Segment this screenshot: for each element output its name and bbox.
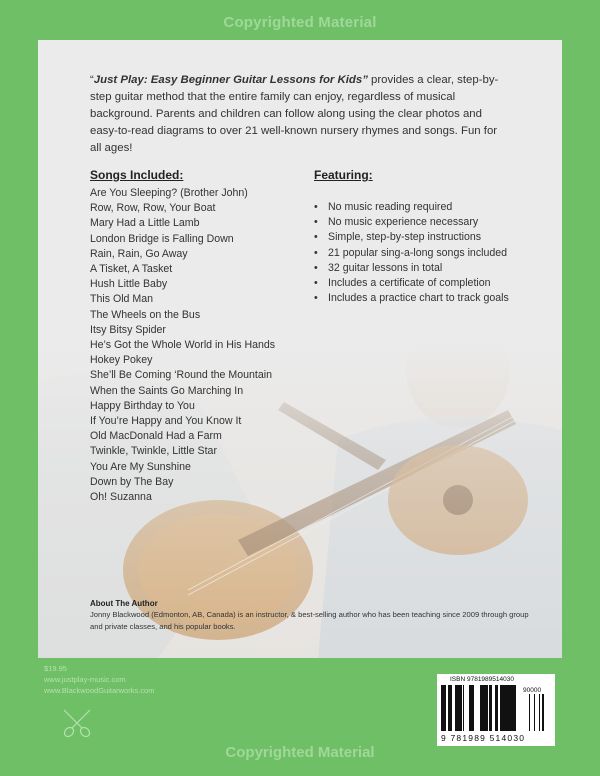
songs-heading: Songs Included:: [90, 168, 184, 182]
feature-item: • Simple, step-by-step instructions: [314, 230, 554, 245]
about-text: Jonny Blackwood (Edmonton, AB, Canada) is an instructor, & best-selling author who has been teaching since 2009 through group and private classes, and his popular books.: [90, 610, 529, 631]
intro-paragraph: “Just Play: Easy Beginner Guitar Lessons for Kids” provides a clear, step-by-step guitar method that the entire family can enjoy, regardless of musical background. Parents and children can follow along using the clear photos and easy-to-read diagrams to over 21 well-known nursery rhymes and songs. Fun for all ages!: [90, 74, 499, 154]
book-title: Just Play: Easy Beginner Guitar Lessons for Kids”: [93, 74, 368, 86]
watermark-top: Copyrighted Material: [223, 14, 377, 31]
website-link-2: www.BlackwoodGuitarworks.com: [44, 686, 155, 695]
song-item: Mary Had a Little Lamb: [90, 217, 200, 230]
feature-item: • Includes a certificate of completion: [314, 276, 554, 291]
back-cover-panel: [38, 40, 562, 658]
website-link: www.justplay-music.com: [44, 675, 126, 684]
song-item: If You’re Happy and You Know It: [90, 415, 242, 428]
song-item: Down by The Bay: [90, 475, 174, 488]
songs-list: [90, 186, 330, 505]
song-item: You Are My Sunshine: [90, 460, 191, 473]
song-item: Happy Birthday to You: [90, 399, 195, 412]
footer-info: [44, 663, 154, 696]
song-item: This Old Man: [90, 293, 153, 306]
song-item: Twinkle, Twinkle, Little Star: [90, 445, 217, 458]
featuring-list: [314, 200, 554, 306]
song-item: A Tisket, A Tasket: [90, 263, 173, 276]
song-item: When the Saints Go Marching In: [90, 384, 244, 397]
song-item: He’s Got the Whole World in His Hands: [90, 339, 276, 352]
song-item: Itsy Bitsy Spider: [90, 323, 166, 336]
song-item: Hokey Pokey: [90, 354, 153, 367]
crossed-guitars-logo-icon: [60, 706, 94, 740]
watermark-bottom: Copyrighted Material: [225, 744, 375, 761]
song-item: The Wheels on the Bus: [90, 308, 201, 321]
feature-item: • No music reading required: [314, 200, 554, 215]
song-item: Rain, Rain, Go Away: [90, 247, 188, 260]
song-item: Old MacDonald Had a Farm: [90, 430, 222, 443]
feature-item: • Includes a practice chart to track goals: [314, 291, 554, 306]
song-item: Are You Sleeping? (Brother John): [90, 187, 248, 199]
price-code: 90000: [523, 687, 542, 694]
featuring-heading: Featuring:: [314, 168, 373, 182]
song-item: Row, Row, Row, Your Boat: [90, 202, 216, 215]
isbn-label: ISBN 9781989514030: [450, 676, 514, 683]
isbn-barcode: [437, 674, 555, 746]
feature-item: • No music experience necessary: [314, 215, 554, 230]
isbn-digits: 9 781989 514030: [441, 733, 526, 743]
barcode-bars: [441, 685, 551, 733]
song-item: London Bridge is Falling Down: [90, 232, 234, 245]
feature-item: • 32 guitar lessons in total: [314, 261, 554, 276]
about-heading: About The Author: [90, 599, 158, 608]
song-item: Oh! Suzanna: [90, 491, 152, 504]
song-item: She’ll Be Coming ‘Round the Mountain: [90, 369, 272, 382]
price: $19.95: [44, 664, 67, 673]
feature-item: • 21 popular sing-a-long songs included: [314, 246, 554, 261]
song-item: Hush Little Baby: [90, 278, 168, 291]
